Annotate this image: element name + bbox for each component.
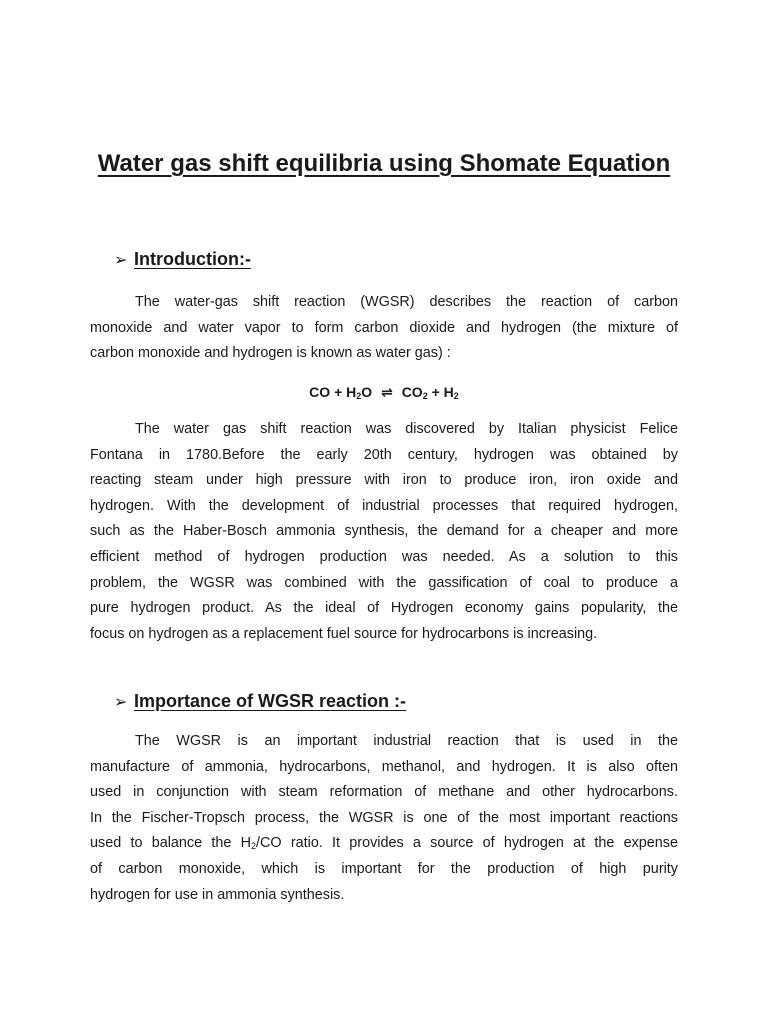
- text-line: Fontana in 1780.Before the early 20th century, hydrogen was obtained by: [90, 446, 678, 463]
- text-line: such as the Haber-Bosch ammonia synthesis, the demand for a cheaper and more: [90, 523, 678, 540]
- text-line: pure hydrogen product. As the ideal of Hydrogen economy gains popularity, the: [90, 600, 678, 617]
- text-line: carbon monoxide and hydrogen is known as water gas) :: [90, 345, 451, 362]
- arrow-bullet-icon: ➢: [114, 252, 128, 269]
- text-line-ratio: used to balance the $H_2/CO$ ratio. It provides a source of hydrogen at the expense: [90, 835, 678, 852]
- text-line: of carbon monoxide, which is important for the production of high purity: [90, 860, 678, 877]
- section-heading-label: Introduction:-: [134, 249, 251, 269]
- arrow-bullet-icon: ➢: [114, 694, 128, 711]
- section-heading-label: Importance of WGSR reaction :-: [134, 691, 407, 711]
- eq-plus: +: [334, 384, 343, 400]
- text-line: The WGSR is an important industrial reaction that is used in the: [135, 733, 678, 749]
- text-line: used in conjunction with steam reformation of methane and other hydrocarbons.: [90, 784, 678, 801]
- text-line: In the Fischer-Tropsch process, the WGSR is one of the most important reactions: [90, 809, 678, 826]
- text-line: monoxide and water vapor to form carbon dioxide and hydrogen (the mixture of: [90, 319, 678, 336]
- text-line: hydrogen. With the development of industrial processes that required hydrogen,: [90, 497, 678, 514]
- chemical-equation: [0, 380, 768, 404]
- eq-plus: +: [431, 384, 440, 400]
- importance-paragraph: [90, 729, 678, 908]
- section-heading-importance: [114, 688, 406, 716]
- text-line: manufacture of ammonia, hydrocarbons, methanol, and hydrogen. It is also often: [90, 758, 678, 775]
- section-heading-introduction: [114, 246, 251, 274]
- text-line: The water gas shift reaction was discovered by Italian physicist Felice: [135, 421, 678, 437]
- eq-co2: $CO_2$: [401, 384, 428, 401]
- text-line: focus on hydrogen as a replacement fuel source for hydrocarbons is increasing.: [90, 625, 598, 642]
- eq-h2o: $H_2O$: [346, 384, 373, 401]
- intro-paragraph-2: [90, 417, 678, 647]
- text-line: efficient method of hydrogen production was needed. As a solution to this: [90, 548, 678, 565]
- document-title: Water gas shift equilibria using Shomate Equation: [97, 150, 671, 177]
- text-line: hydrogen for use in ammonia synthesis.: [90, 886, 345, 903]
- intro-paragraph-1: [90, 290, 678, 367]
- eq-co: CO: [309, 384, 331, 400]
- text-line: problem, the WGSR was combined with the gassification of coal to produce a: [90, 574, 678, 591]
- equilibrium-arrow-icon: ⇌: [381, 384, 393, 400]
- eq-h2: $H_2$: [443, 384, 459, 401]
- text-line: The water-gas shift reaction (WGSR) describes the reaction of carbon: [135, 294, 678, 310]
- text-line: reacting steam under high pressure with iron to produce iron, iron oxide and: [90, 472, 678, 489]
